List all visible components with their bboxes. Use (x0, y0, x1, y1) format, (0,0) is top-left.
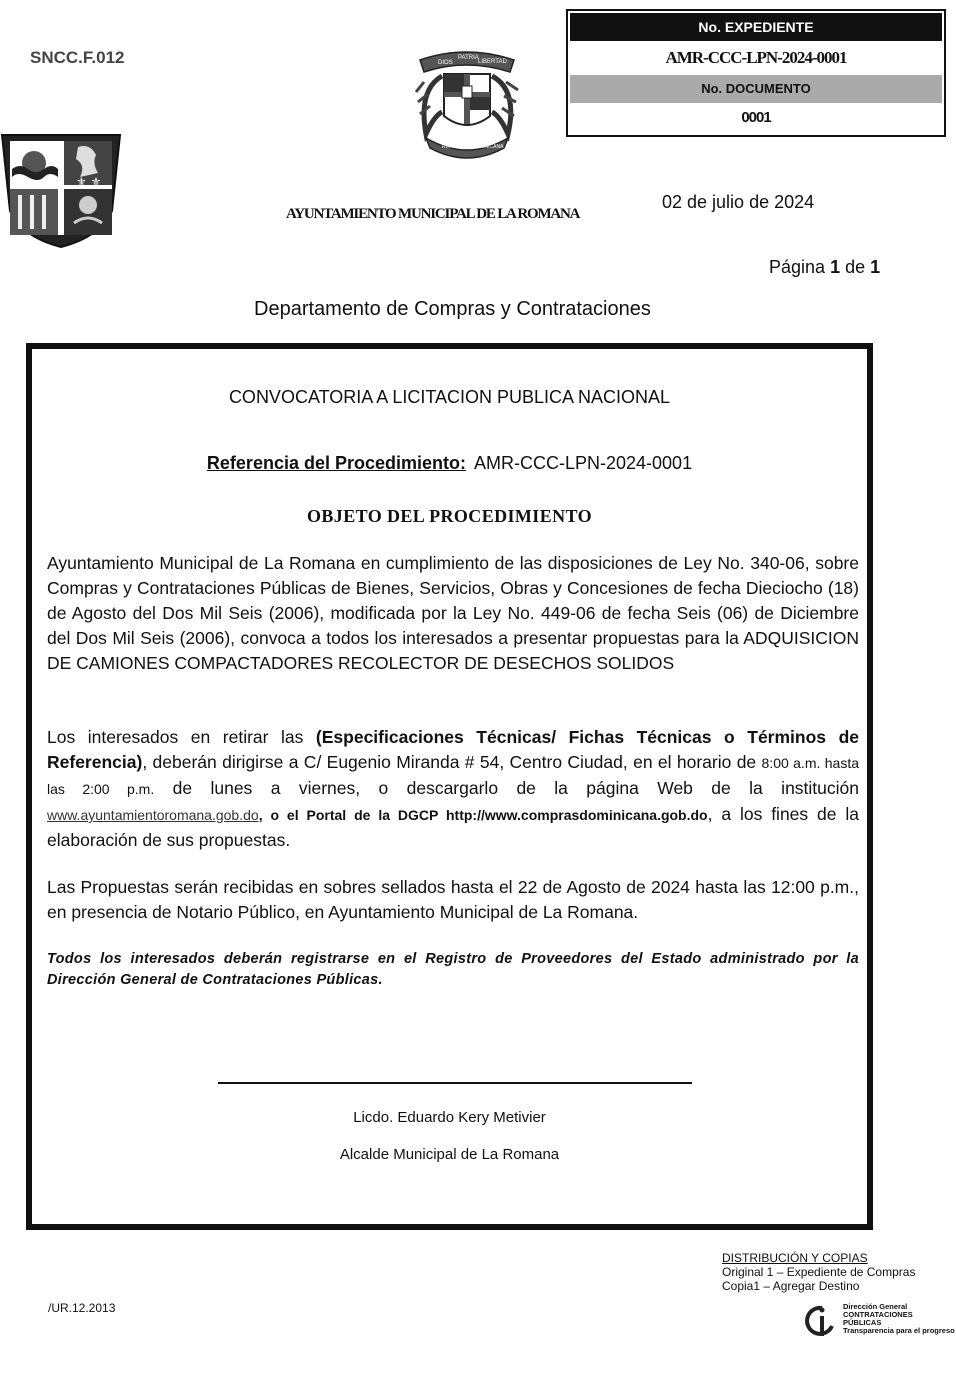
distribution-line-1: Original 1 – Expediente de Compras (722, 1265, 916, 1279)
expediente-box (566, 9, 946, 137)
instructions-text-1: Los interesados en retirar las (47, 727, 316, 747)
page-number (769, 257, 880, 278)
signer-name: Licdo. Eduardo Kery Metivier (353, 1109, 546, 1126)
national-coat-of-arms-icon (406, 42, 528, 160)
procedure-reference (32, 453, 867, 474)
department-title: Departamento de Compras y Contrataciones (254, 298, 651, 320)
distribution-heading: DISTRIBUCIÓN Y COPIAS (722, 1251, 868, 1265)
seal-motto-3: LIBERTAD (478, 59, 507, 65)
institution-website-link[interactable]: www.ayuntamientoromana.gob.do (47, 807, 259, 823)
announcement-title: CONVOCATORIA A LICITACION PUBLICA NACIONAL (228, 387, 671, 407)
office-hours: 8:00 a.m. hasta las 2:00 p.m. (47, 755, 859, 797)
dgcp-logo-icon (800, 1302, 840, 1336)
signer-title: Alcalde Municipal de La Romana (339, 1146, 560, 1163)
form-code: SNCC.F.012 (30, 48, 125, 67)
seal-motto-1: DIOS (438, 60, 453, 66)
page-total: 1 (870, 257, 881, 277)
document-date: 02 de julio de 2024 (662, 192, 815, 212)
expediente-label: No. EXPEDIENTE (570, 13, 942, 41)
municipal-coat-of-arms-icon (0, 133, 122, 249)
svg-text:⚜ ⚜: ⚜ ⚜ (76, 175, 102, 189)
paragraph-object: Ayuntamiento Municipal de La Romana en cumplimiento de las disposiciones de Ley No. 340-06, sobre Compras y Contrataciones Públicas de Bienes, Servicios, Obras y Concesiones de fecha Dieciocho (18) de Agosto del Dos Mil Seis (2006), modificada por la Ley No. 449-06 de fecha Seis (06) de Diciembre del Dos Mil Seis (2006), convoca a todos los interesados a presentar propuestas para la ADQUISICION DE CAMIONES COMPACTADORES RECOLECTOR DE DESECHOS SOLIDOS (47, 553, 859, 673)
documento-label: No. DOCUMENTO (570, 75, 942, 103)
dgcp-portal-link[interactable]: , o el Portal de la DGCP http://www.comprasdominicana.gob.do (258, 807, 708, 823)
seal-country: REPÚBLICA DOMINICANA (442, 144, 504, 150)
dgcp-line-2: CONTRATACIONES (843, 1310, 913, 1319)
page-prefix: Página (769, 257, 826, 277)
dgcp-logo-text (843, 1303, 955, 1335)
reference-value: AMR-CCC-LPN-2024-0001 (474, 453, 693, 473)
dgcp-line-4: Transparencia para el progreso (843, 1326, 955, 1335)
distribution-block (722, 1251, 915, 1293)
expediente-value: AMR-CCC-LPN-2024-0001 (665, 48, 847, 67)
paragraph-registration: Todos los interesados deberán registrarse en el Registro de Proveedores del Estado administrado por la Dirección General de Contrataciones Públicas. (47, 951, 859, 988)
instructions-text-4: , a los fines de la elaboración de sus propuestas. (47, 804, 860, 850)
dgcp-line-3: PÚBLICAS (843, 1318, 882, 1327)
page-current: 1 (830, 257, 841, 277)
specifications-text: (Especificaciones Técnicas/ Fichas Técnicas o Términos de Referencia) (47, 727, 859, 772)
object-heading: OBJETO DEL PROCEDIMIENTO (307, 506, 592, 526)
instructions-text-2: , deberán dirigirse a C/ Eugenio Miranda # 54, Centro Ciudad, en el horario de (142, 752, 762, 772)
seal-motto-2: PATRIA (458, 55, 479, 61)
reference-label: Referencia del Procedimiento: (206, 453, 466, 473)
distribution-line-2: Copia1 – Agregar Destino (722, 1279, 860, 1293)
page-separator: de (845, 257, 866, 277)
instructions-text-3: de lunes a viernes, o descargarlo de la página Web de la institución (154, 778, 859, 798)
organization-name: AYUNTAMIENTO MUNICIPAL DE LA ROMANA (286, 206, 580, 222)
signature-line (218, 1082, 692, 1084)
paragraph-deadline: Las Propuestas serán recibidas en sobres sellados hasta el 22 de Agosto de 2024 hasta las 12:00 p.m., en presencia de Notario Público, en Ayuntamiento Municipal de La Romana. (47, 877, 859, 922)
dgcp-logo (800, 1302, 955, 1336)
announcement-box (26, 343, 873, 1230)
documento-value: 0001 (741, 109, 771, 126)
paragraph-instructions (47, 725, 859, 853)
dgcp-line-1: Dirección General (843, 1302, 908, 1311)
revision-code: /UR.12.2013 (48, 1301, 116, 1315)
